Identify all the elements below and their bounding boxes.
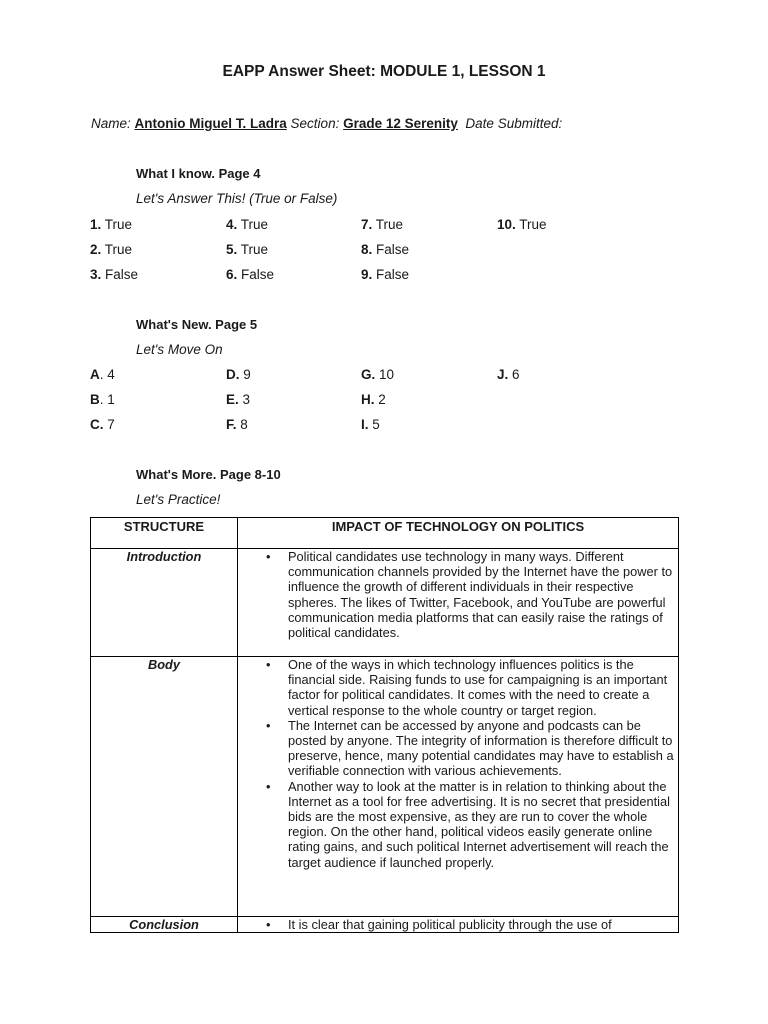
answer-item: 10. True xyxy=(497,217,547,232)
section-value: Grade 12 Serenity xyxy=(343,116,458,131)
whats-more-heading: What's More. Page 8-10 xyxy=(136,467,281,482)
answer-item: 2. True xyxy=(90,242,133,257)
table-row xyxy=(91,549,679,657)
what-i-know-heading: What I know. Page 4 xyxy=(136,166,261,181)
answer-item: A. 4 xyxy=(90,367,115,382)
structure-column-header: STRUCTURE xyxy=(91,518,238,549)
answer-item: B. 1 xyxy=(90,392,115,407)
answer-item: J. 6 xyxy=(497,367,520,382)
name-label: Name: xyxy=(91,116,131,131)
list-item: • Another way to look at the matter is in relation to thinking about the Internet as a tool for free advertising. It is no secret that presidential bids are the most expensive, as they are run to cover the whole region. On the other hand, political videos easily generate online rating gains, and such political Internet advertisement will reach the target audience if launched properly. xyxy=(288,779,678,870)
practice-table xyxy=(90,517,679,933)
answer-item: H. 2 xyxy=(361,392,386,407)
whats-more-subheading: Let's Practice! xyxy=(136,492,221,507)
answer-item: 5. True xyxy=(226,242,269,257)
whats-new-heading: What's New. Page 5 xyxy=(136,317,258,332)
answer-item: C. 7 xyxy=(90,417,115,432)
conclusion-content xyxy=(238,917,679,933)
answer-item: 9. False xyxy=(361,267,410,282)
name-value: Antonio Miguel T. Ladra xyxy=(134,116,287,131)
answer-item: G. 10 xyxy=(361,367,395,382)
student-info-line xyxy=(91,116,562,131)
answer-item: I. 5 xyxy=(361,417,380,432)
whats-new-subheading: Let's Move On xyxy=(136,342,223,357)
answer-item: 7. True xyxy=(361,217,404,232)
answer-item: 6. False xyxy=(226,267,275,282)
page-title: EAPP Answer Sheet: MODULE 1, LESSON 1 xyxy=(222,63,546,80)
section-label: Section: xyxy=(290,116,340,131)
answer-item: 8. False xyxy=(361,242,410,257)
body-label: Body xyxy=(91,657,238,917)
answer-item: 4. True xyxy=(226,217,269,232)
table-header-row xyxy=(91,518,679,549)
date-label: Date Submitted: xyxy=(465,116,563,131)
list-item: • It is clear that gaining political publicity through the use of xyxy=(288,917,678,932)
impact-column-header: IMPACT OF TECHNOLOGY ON POLITICS xyxy=(238,518,679,549)
list-item: • The Internet can be accessed by anyone and podcasts can be posted by anyone. The integrity of information is therefore difficult to preserve, hence, many potential candidates may have to establish a verifiable connection with various achievements. xyxy=(288,718,678,779)
answer-item: 1. True xyxy=(90,217,133,232)
answer-item: D. 9 xyxy=(226,367,251,382)
answer-item: 3. False xyxy=(90,267,139,282)
table-row xyxy=(91,657,679,917)
introduction-content xyxy=(238,549,679,657)
answer-item: F. 8 xyxy=(226,417,248,432)
body-content xyxy=(238,657,679,917)
list-item: • One of the ways in which technology influences politics is the financial side. Raising funds to use for campaigning is an important factor for political candidates. It comes with the need to create a vertical response to the whole country or target region. xyxy=(288,657,678,718)
conclusion-label: Conclusion xyxy=(91,917,238,933)
table-row xyxy=(91,917,679,933)
list-item: • Political candidates use technology in many ways. Different communication channels provided by the Internet have the power to influence the growth of different individuals in their respective spheres. The likes of Twitter, Facebook, and YouTube are powerful communication media platforms that can easily raise the ratings of political candidates. xyxy=(288,549,678,640)
what-i-know-subheading: Let's Answer This! (True or False) xyxy=(136,191,338,206)
answer-item: E. 3 xyxy=(226,392,251,407)
introduction-label: Introduction xyxy=(91,549,238,657)
